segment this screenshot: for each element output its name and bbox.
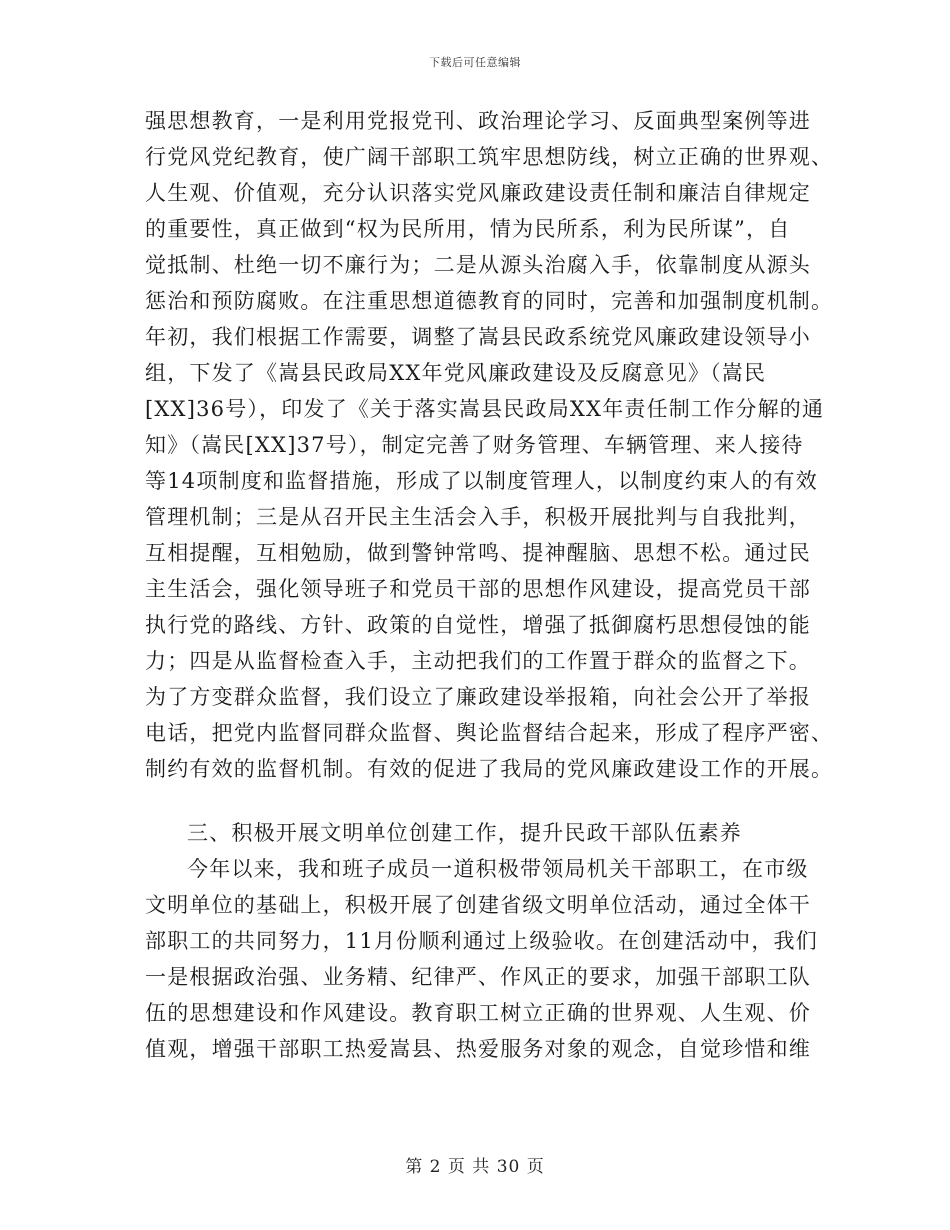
text-line: 力；四是从监督检查入手，主动把我们的工作置于群众的监督之下。 [145,649,811,673]
text-line: 管理机制；三是从召开民主生活会入手，积极开展批判与自我批判， [145,505,811,529]
text-line: 组，下发了《嵩县民政局XX年党风廉政建设及反腐意见》（嵩民 [145,361,767,385]
text-line: 执行党的路线、方针、政策的自觉性，增强了抵御腐朽思想侵蚀的能 [145,613,811,637]
text-line: 制约有效的监督机制。有效的促进了我局的党风廉政建设工作的开展。 [145,757,834,781]
text-line: 一是根据政治强、业务精、纪律严、作风正的要求，加强干部职工队 [145,965,811,989]
text-line: 年初，我们根据工作需要，调整了嵩县民政系统党风廉政建设领导小 [145,325,811,349]
paragraph-1 [145,103,834,787]
text-line: 主生活会，强化领导班子和党员干部的思想作风建设，提高党员干部 [145,577,811,601]
text-line: 惩治和预防腐败。在注重思想道德教育的同时，完善和加强制度机制。 [145,289,834,313]
text-line: 电话，把党内监督同群众监督、舆论监督结合起来，形成了程序严密、 [145,721,834,745]
text-line: 伍的思想建设和作风建设。教育职工树立正确的世界观、人生观、价 [145,1001,811,1025]
text-line: 互相提醒，互相勉励，做到警钟常鸣、提神醒脑、思想不松。通过民 [145,541,811,565]
page-header: 下载后可任意编辑 [429,56,521,69]
text-line: 等14项制度和监督措施，形成了以制度管理人，以制度约束人的有效 [145,469,818,493]
text-line: 部职工的共同努力，11月份顺利通过上级验收。在创建活动中，我们 [145,929,818,953]
text-line: 行党风党纪教育，使广阔干部职工筑牢思想防线，树立正确的世界观、 [145,145,834,169]
text-line: 的重要性，真正做到“权为民所用，情为民所系，利为民所谋”，自 [145,217,791,241]
text-line: [XX]36号），印发了《关于落实嵩县民政局XX年责任制工作分解的通 [145,397,825,421]
text-line: 为了方变群众监督，我们设立了廉政建设举报箱，向社会公开了举报 [145,685,811,709]
text-line: 文明单位的基础上，积极开展了创建省级文明单位活动，通过全体干 [145,893,811,917]
text-line: 今年以来，我和班子成员一道积极带领局机关干部职工，在市级 [187,857,809,881]
paragraph-spacer [145,787,825,815]
text-line: 强思想教育，一是利用党报党刊、政治理论学习、反面典型案例等进 [145,109,811,133]
section-heading: 三、积极开展文明单位创建工作，提升民政干部队伍素养 [187,821,742,845]
text-line: 觉抵制、杜绝一切不廉行为；二是从源头治腐入手，依靠制度从源头 [145,253,811,277]
text-line: 知》（嵩民[XX]37号），制定完善了财务管理、车辆管理、来人接待 [145,433,804,457]
page-number: 第 2 页 共 30 页 [405,1157,545,1177]
document-body [145,103,834,1067]
text-line: 值观，增强干部职工热爱嵩县、热爱服务对象的观念，自觉珍惜和维 [145,1037,811,1061]
text-line: 人生观、价值观，充分认识落实党风廉政建设责任制和廉洁自律规定 [145,181,811,205]
paragraph-2 [145,851,825,1067]
